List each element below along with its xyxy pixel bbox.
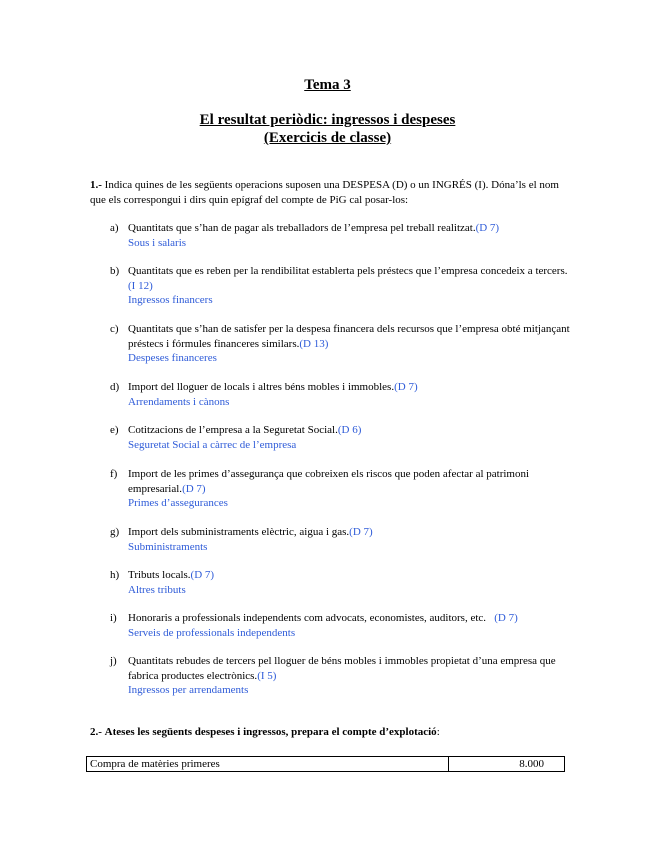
item-text: Quantitats que s’han de satisfer per la despesa financera dels recursos que l’empresa obté mitjançant préstecs i fórmules financeres similars. bbox=[128, 323, 570, 350]
item-answer: Subministraments bbox=[128, 540, 208, 553]
item-code: (D 7) bbox=[190, 569, 215, 581]
list-item bbox=[110, 264, 570, 308]
list-item bbox=[110, 467, 570, 511]
list-item bbox=[110, 654, 570, 698]
item-text: Import del lloguer de locals i altres béns mobles i immobles. bbox=[128, 381, 395, 393]
page-title: Tema 3 bbox=[304, 77, 351, 93]
list-item bbox=[110, 380, 570, 409]
page-subtitle-2: (Exercicis de classe) bbox=[263, 130, 392, 146]
item-text: Honoraris a professionals independents com advocats, economistes, auditors, etc. bbox=[128, 612, 495, 624]
item-answer: Serveis de professionals independents bbox=[128, 626, 296, 639]
item-text: Import de les primes d’assegurança que cobreixen els riscos que poden afectar al patrimoni empresarial. bbox=[128, 468, 530, 495]
item-code: (D 13) bbox=[299, 337, 329, 350]
item-text: Cotitzacions de l’empresa a la Seguretat Social. bbox=[128, 424, 338, 436]
item-text: Quantitats que s’han de pagar als treballadors de l’empresa pel treball realitzat. bbox=[128, 222, 476, 234]
item-label: c) bbox=[110, 323, 119, 335]
page-subtitle: El resultat periòdic: ingressos i despeses bbox=[199, 112, 456, 128]
exercise-2-intro bbox=[90, 726, 570, 738]
item-code: (I 5) bbox=[257, 669, 277, 682]
list-item bbox=[110, 322, 570, 366]
item-label: h) bbox=[110, 569, 120, 581]
item-answer: Ingressos financers bbox=[128, 294, 213, 306]
exercise-1-number: 1.- bbox=[90, 179, 102, 191]
item-label: j) bbox=[110, 655, 117, 667]
item-code: (D 7) bbox=[394, 381, 418, 393]
item-label: e) bbox=[110, 424, 119, 436]
list-item bbox=[110, 611, 570, 640]
item-text: Import dels subministraments elèctric, aigua i gas. bbox=[128, 526, 350, 538]
table-cell-amount: 8.000 bbox=[449, 757, 565, 772]
item-label: b) bbox=[110, 265, 120, 277]
item-code: (D 6) bbox=[337, 424, 362, 436]
item-code: (D 7) bbox=[494, 612, 518, 624]
list-item bbox=[110, 423, 570, 452]
item-text: Quantitats que es reben per la rendibilitat establerta pels préstecs que l’empresa concedeix a tercers. bbox=[128, 265, 568, 277]
exercise-2-number: 2.- bbox=[90, 726, 102, 738]
item-label: f) bbox=[110, 468, 118, 480]
item-answer: Despeses financeres bbox=[128, 352, 217, 364]
list-item bbox=[110, 568, 570, 597]
item-answer: Altres tributs bbox=[128, 583, 186, 596]
item-answer: Primes d’assegurances bbox=[128, 497, 228, 509]
table-cell-concept: Compra de matèries primeres bbox=[87, 757, 449, 772]
item-code: (D 7) bbox=[349, 526, 373, 538]
item-label: a) bbox=[110, 222, 119, 234]
item-answer: Sous i salaris bbox=[128, 236, 187, 249]
item-answer: Ingressos per arrendaments bbox=[128, 684, 249, 696]
expense-table bbox=[86, 756, 565, 772]
table-row bbox=[87, 757, 565, 772]
exercise-1-intro bbox=[90, 178, 570, 208]
item-code: (D 7) bbox=[475, 222, 500, 234]
exercise-2-text: Ateses les següents despeses i ingressos, prepara el compte d’explotació bbox=[104, 726, 437, 738]
item-code: (I 12) bbox=[128, 279, 153, 292]
item-label: i) bbox=[110, 612, 117, 624]
item-answer: Seguretat Social a càrrec de l’empresa bbox=[128, 438, 297, 451]
item-answer: Arrendaments i cànons bbox=[128, 395, 230, 408]
item-text: Quantitats rebudes de tercers pel lloguer de béns mobles i immobles propietat d’una empresa que fabrica productes electrònics. bbox=[128, 655, 556, 682]
item-label: d) bbox=[110, 381, 120, 393]
exercise-2-colon: : bbox=[436, 726, 440, 738]
item-label: g) bbox=[110, 526, 120, 538]
item-text: Tributs locals. bbox=[128, 569, 191, 581]
list-item bbox=[110, 525, 570, 554]
list-item bbox=[110, 221, 570, 250]
exercise-1-text: Indica quines de les següents operacions suposen una DESPESA (D) o un INGRÉS (I). Dóna’ls el nom que els correspongui i dirs quin epígraf del compte de PiG cal posar-los: bbox=[90, 179, 559, 206]
item-code: (D 7) bbox=[182, 482, 206, 495]
